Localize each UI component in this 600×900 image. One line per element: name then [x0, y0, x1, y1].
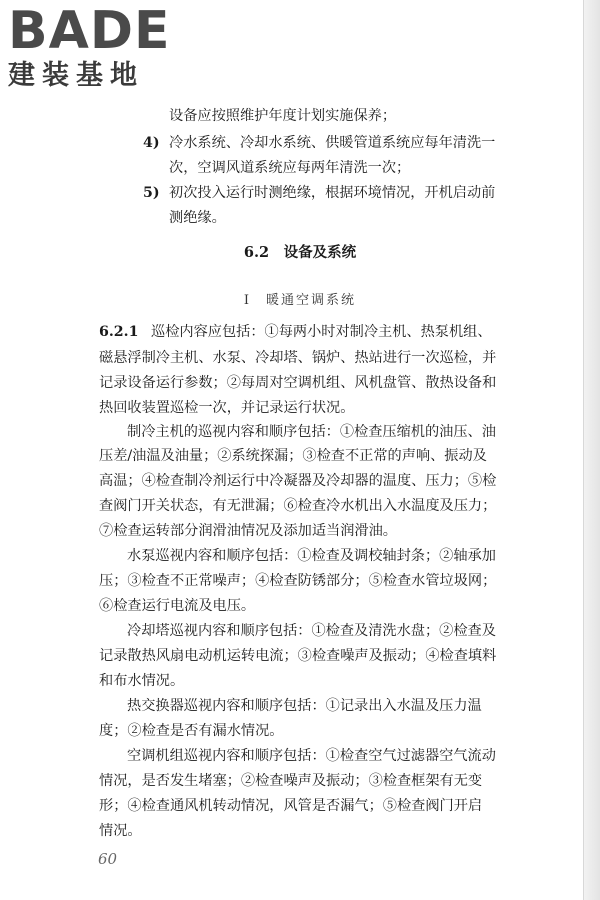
text-line: 高温；④检查制冷剂运行中冷凝器及冷却器的温度、压力；⑤检: [99, 473, 497, 489]
text-line: 初次投入运行时测绝缘，根据环境情况，开机启动前: [169, 185, 496, 201]
text-line: 和布水情况。: [99, 673, 185, 689]
text-line: 查阀门开关状态，有无泄漏；⑥检查冷水机出入水温度及压力；: [99, 498, 497, 514]
bade-logo: [8, 1, 171, 92]
text-line: 形；④检查通风机转动情况，风管是否漏气；⑤检查阀门开启: [99, 798, 483, 814]
text-line: 记录设备运行参数；②每周对空调机组、风机盘管、散热设备和: [99, 375, 497, 391]
text-line: ⑥检查运行电流及电压。: [99, 598, 256, 614]
text-line: 情况。: [99, 823, 142, 839]
clause-number: 6.2.1: [99, 324, 139, 340]
text-line: 热回收装置巡检一次，并记录运行状况。: [99, 400, 355, 416]
logo-sub-text: 建装基地: [8, 60, 144, 91]
text-line: 水泵巡视内容和顺序包括：①检查及调校轴封条；②轴承加: [127, 548, 496, 564]
text-line: 记录散热风扇电动机运转电流；③检查噪声及振动；④检查填料: [99, 648, 497, 664]
text-line: 压；③检查不正常噪声；④检查防锈部分；⑤检查水管垃圾网；: [99, 573, 497, 589]
text-line: ⑦检查运转部分润滑油情况及添加适当润滑油。: [99, 523, 397, 539]
text-line: 热交换器巡视内容和顺序包括：①记录出入水温及压力温: [127, 698, 482, 714]
list-number: 4): [143, 135, 160, 151]
list-number: 5): [143, 185, 160, 201]
text-line: 冷却塔巡视内容和顺序包括：①检查及清洗水盘；②检查及: [127, 623, 496, 639]
text-line: 度；②检查是否有漏水情况。: [99, 723, 284, 739]
text-line: 冷水系统、冷却水系统、供暖管道系统应每年清洗一: [169, 135, 496, 151]
text-line: 磁悬浮制冷主机、水泵、冷却塔、锅炉、热站进行一次巡检，并: [99, 350, 497, 366]
text-line: 制冷主机的巡视内容和顺序包括：①检查压缩机的油压、油: [127, 424, 496, 440]
text-line: 压差/油温及油量；②系统探漏；③检查不正常的声响、振动及: [99, 448, 487, 464]
logo-main-text: BADE: [8, 1, 171, 61]
section-title: 6.2 设备及系统: [243, 244, 357, 261]
text-line: 设备应按照维护年度计划实施保养；: [169, 108, 397, 124]
text-line: 次，空调风道系统应每两年清洗一次；: [169, 160, 411, 176]
page-edge: [583, 0, 600, 900]
text-line: 测绝缘。: [169, 210, 226, 226]
page-number: 60: [98, 850, 118, 868]
text-line: 巡检内容应包括：①每两小时对制冷主机、热泵机组、: [151, 324, 492, 340]
text-line: 情况，是否发生堵塞；②检查噪声及振动；③检查框架有无变: [99, 773, 483, 789]
text-line: 空调机组巡视内容和顺序包括：①检查空气过滤器空气流动: [127, 748, 496, 764]
subsection-title: Ⅰ 暖通空调系统: [243, 293, 357, 308]
